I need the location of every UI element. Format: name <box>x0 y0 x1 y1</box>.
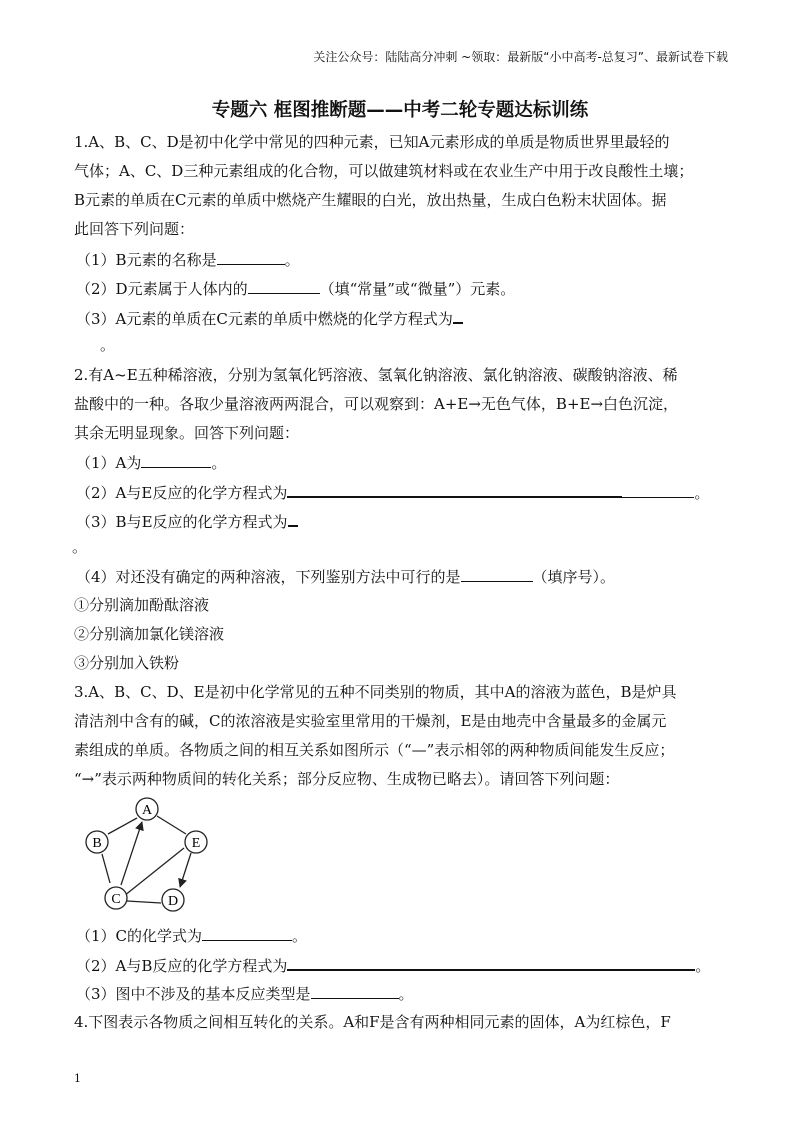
edge-b-c <box>102 854 110 883</box>
question-2-text: 其余无明显现象。回答下列问题： <box>74 424 300 442</box>
question-2-sub-2 <box>76 481 709 503</box>
question-1-sub-2 <box>76 278 515 299</box>
answer-blank[interactable] <box>461 566 533 582</box>
answer-blank[interactable] <box>217 249 285 265</box>
question-text: （1）B元素的名称是 <box>76 251 217 269</box>
option-2: ②分别滴加氯化镁溶液 <box>74 625 225 643</box>
question-3-text: 3.A、B、C、D、E是初中化学常见的五种不同类别的物质，其中A的溶液为蓝色，B是炉具 <box>74 683 677 701</box>
question-2-text: 2.有A~E五种稀溶液，分别为氢氧化钙溶液、氢氧化钠溶液、氯化钠溶液、碳酸钠溶液、稀 <box>74 366 678 384</box>
option-3: ③分别加入铁粉 <box>74 654 180 672</box>
period: 。 <box>100 336 116 354</box>
question-text: （4）对还没有确定的两种溶液，下列鉴别方法中可行的是 <box>76 568 461 586</box>
question-4-text: 4.下图表示各物质之间相互转化的关系。A和F是含有两种相同元素的固体，A为红棕色，F <box>74 1013 671 1031</box>
question-2-sub-4 <box>76 566 615 587</box>
page-title: 专题六 框图推断题——中考二轮专题达标训练 <box>211 100 589 121</box>
edge-a-b <box>108 818 137 834</box>
answer-blank[interactable] <box>453 307 463 324</box>
svg-text:A: A <box>141 803 153 818</box>
question-3-sub-2 <box>76 954 710 976</box>
period: 。 <box>398 985 414 1003</box>
answer-blank[interactable] <box>141 452 211 468</box>
question-text: （3）B与E反应的化学方程式为 <box>76 513 288 531</box>
answer-blank[interactable] <box>287 481 622 498</box>
question-3-sub-1 <box>76 925 307 946</box>
question-3-sub-3 <box>76 983 414 1004</box>
question-3-text: 清洁剂中含有的碱，C的浓溶液是实验室里常用的干燥剂，E是由地壳中含量最多的金属元 <box>74 712 667 730</box>
answer-blank[interactable] <box>248 278 320 294</box>
question-1-text: 气体；A、C、D三种元素组成的化合物，可以做建筑材料或在农业生产中用于改良酸性土壤； <box>74 162 694 180</box>
period: 。 <box>284 251 300 269</box>
question-text: （2）A与E反应的化学方程式为 <box>76 484 288 502</box>
svg-text:E: E <box>191 836 201 851</box>
answer-blank[interactable] <box>622 482 694 498</box>
question-1-text: B元素的单质在C元素的单质中燃烧产生耀眼的白光，放出热量，生成白色粉末状固体。据 <box>74 191 667 209</box>
node-b <box>86 831 108 853</box>
question-text: （1）A为 <box>76 454 142 472</box>
question-3-text: 素组成的单质。各物质之间的相互关系如图所示（“—”表示相邻的两种物质间能发生反应； <box>74 741 675 759</box>
question-2-text: 盐酸中的一种。各取少量溶液两两混合，可以观察到：A+E→无色气体，B+E→白色沉淀， <box>74 395 679 413</box>
period: 。 <box>72 538 88 556</box>
question-1-sub-1 <box>76 249 300 270</box>
svg-text:C: C <box>111 892 121 907</box>
question-1-text: 此回答下列问题： <box>74 220 195 238</box>
svg-text:D: D <box>167 894 179 909</box>
question-3-text: “→”表示两种物质间的转化关系；部分反应物、生成物已略去）。请回答下列问题： <box>74 770 620 788</box>
page-number: 1 <box>74 1072 81 1085</box>
question-1-sub-3 <box>76 307 463 329</box>
question-text: （填“常量”或“微量”）元素。 <box>319 280 516 298</box>
question-text: （3）图中不涉及的基本反应类型是 <box>76 985 311 1003</box>
header-note: 关注公众号：陆陆高分冲刺 ~领取：最新版“小中高考-总复习”、最新试卷下载 <box>313 50 728 64</box>
node-d <box>162 889 184 911</box>
period: 。 <box>695 957 711 975</box>
node-a <box>136 798 158 820</box>
question-2-sub-1 <box>76 452 226 473</box>
question-2-sub-3 <box>76 510 298 532</box>
question-text: （1）C的化学式为 <box>76 927 203 945</box>
node-e <box>185 831 207 853</box>
answer-blank[interactable] <box>288 510 298 527</box>
edge-c-to-a <box>121 822 142 885</box>
answer-blank[interactable] <box>202 925 292 941</box>
question-text: （3）A元素的单质在C元素的单质中燃烧的化学方程式为 <box>76 310 453 328</box>
period: 。 <box>694 484 710 502</box>
answer-blank[interactable] <box>287 954 695 971</box>
question-text: （2）A与B反应的化学方程式为 <box>76 957 288 975</box>
period: 。 <box>292 927 308 945</box>
period: 。 <box>211 454 227 472</box>
answer-blank[interactable] <box>311 983 399 999</box>
edge-a-e <box>157 816 186 834</box>
question-1-text: 1.A、B、C、D是初中化学中常见的四种元素，已知A元素形成的单质是物质世界里最轻的 <box>74 133 670 151</box>
reaction-diagram <box>78 788 218 916</box>
option-1: ①分别滴加酚酞溶液 <box>74 596 210 614</box>
svg-text:B: B <box>92 836 102 851</box>
question-text: （2）D元素属于人体内的 <box>76 280 248 298</box>
node-c <box>105 887 127 909</box>
edge-e-to-d <box>180 853 191 887</box>
edge-c-d <box>127 901 161 903</box>
question-text: （填序号）。 <box>532 568 616 586</box>
